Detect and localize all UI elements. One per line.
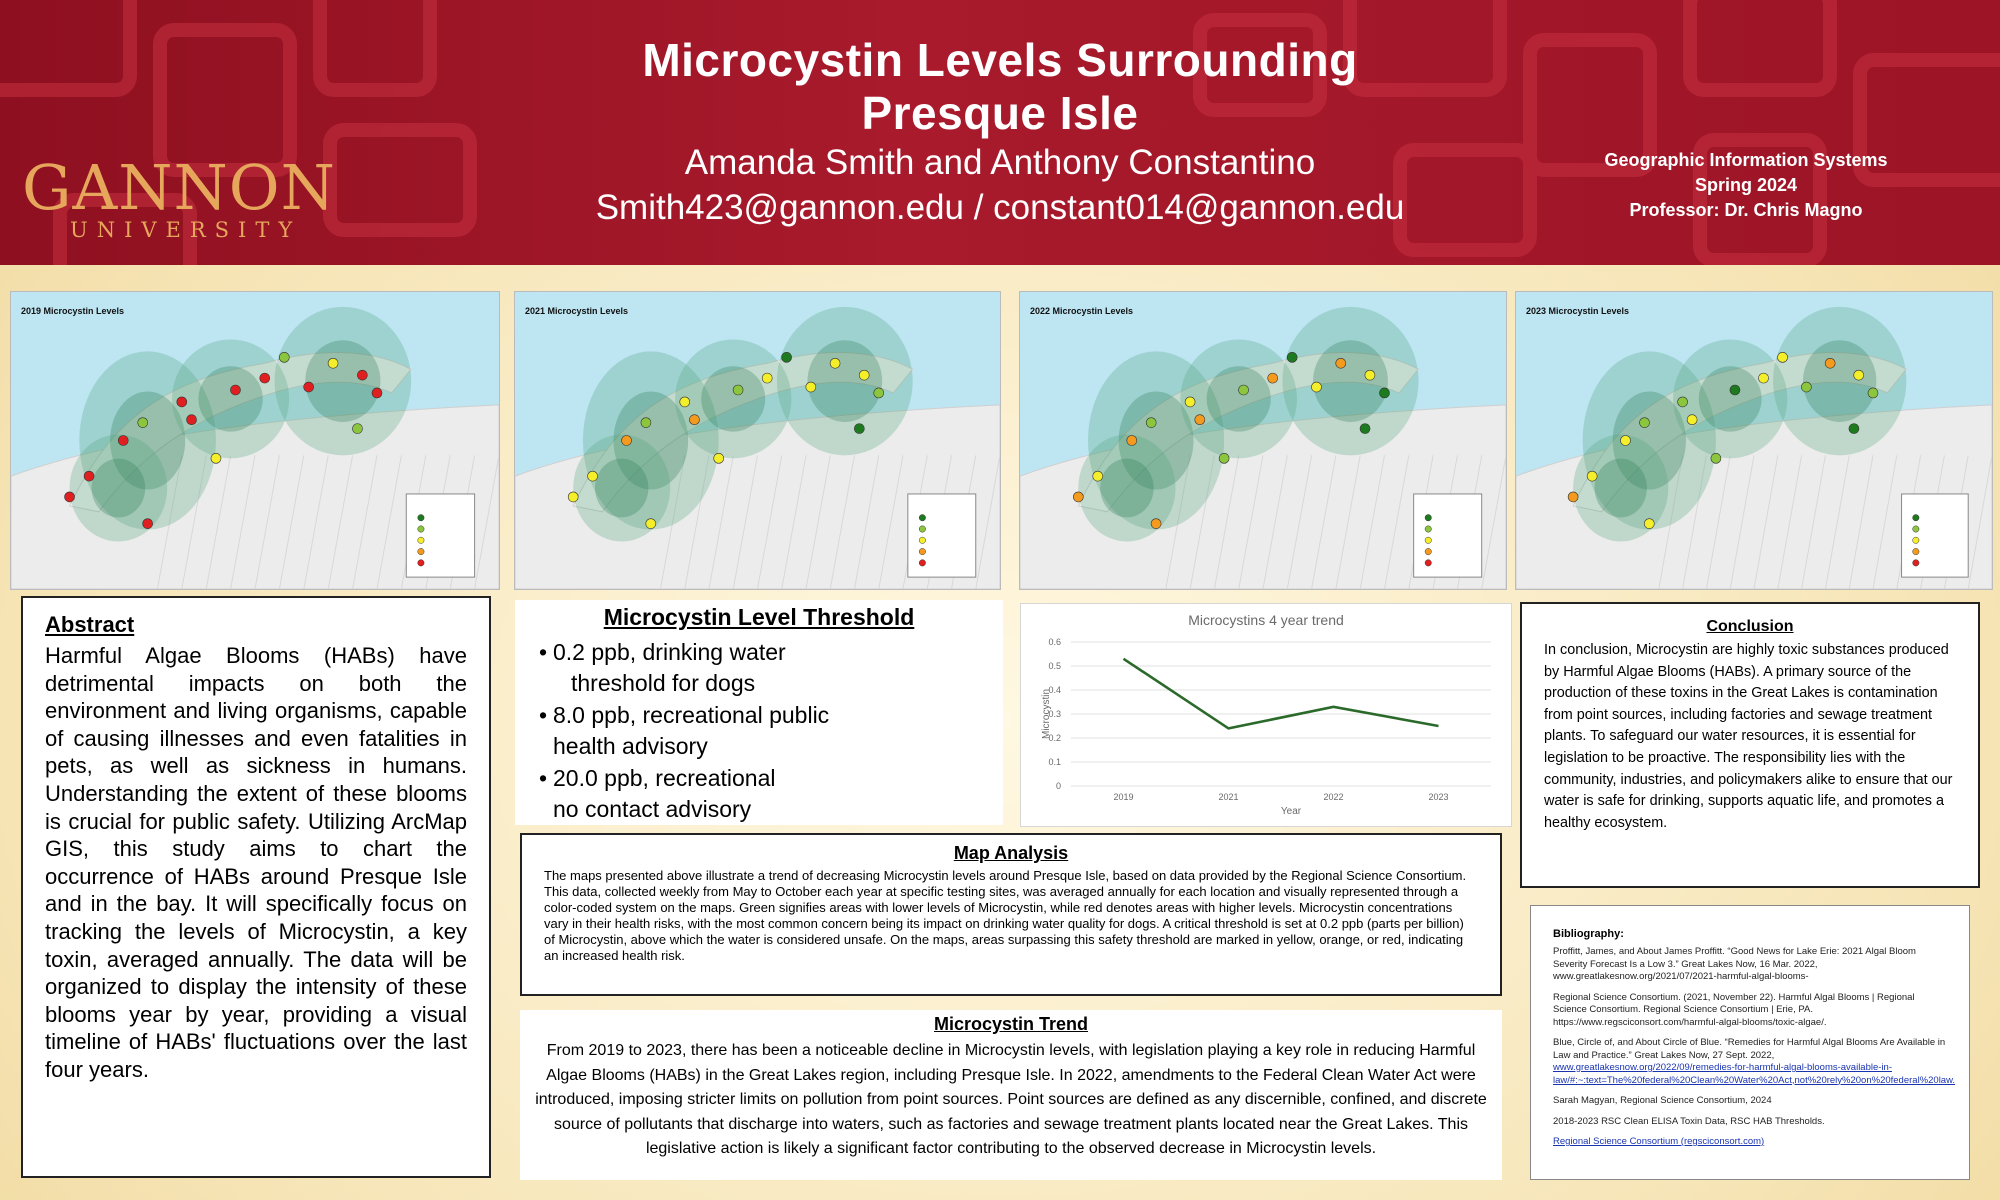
reference-1: Proffitt, James, and About James Proffitt. “Good News for Lake Erie: 2021 Algal Bloom Severity Forecast Is a Low 3.” Great Lakes Now, 16 Mar. 2022, www.greatlakesnow.org/2021/07/2021-harmful-algal-blooms- <box>1553 946 1916 982</box>
legend-swatch <box>1425 526 1431 532</box>
threshold-item-1-line-1: • 0.2 ppb, drinking water <box>553 639 786 665</box>
sampling-site-marker <box>304 382 314 392</box>
microcystin-trend-panel <box>520 1010 1502 1180</box>
y-tick-label: 0.3 <box>1048 709 1061 719</box>
sampling-site-marker <box>1778 352 1788 362</box>
legend-swatch <box>919 548 925 554</box>
legend-swatch <box>1425 537 1431 543</box>
course-term: Spring 2024 <box>1694 175 1798 195</box>
sampling-site-marker <box>1185 397 1195 407</box>
sampling-site-marker <box>1587 471 1597 481</box>
conclusion-panel <box>1520 602 1980 888</box>
y-tick-label: 0.4 <box>1048 685 1061 695</box>
map-analysis-panel <box>520 833 1502 996</box>
sampling-site-marker <box>1644 519 1654 529</box>
author-emails: Smith423@gannon.edu / constant014@gannon.edu <box>595 188 1405 227</box>
sampling-site-marker <box>118 436 128 446</box>
concentration-core <box>1803 340 1876 422</box>
sampling-site-marker <box>806 382 816 392</box>
threshold-list <box>515 637 1003 825</box>
logo-name: GANNON <box>22 151 336 224</box>
threshold-item <box>553 700 1003 762</box>
reference-2: Regional Science Consortium. (2021, November 22). Harmful Algal Blooms | Regional Science Consortium. Regional Science Consortium | Erie, PA. https://www.regsciconsort.com/harmful-algal-blooms/toxic-algae/. <box>1553 991 1915 1028</box>
x-tick-label: 2023 <box>1428 792 1449 802</box>
map-2021-title: 2021 Microcystin Levels <box>525 306 629 316</box>
sampling-site-marker <box>1336 358 1346 368</box>
sampling-site-marker <box>187 415 197 425</box>
sampling-site-marker <box>1151 519 1161 529</box>
reference-3 <box>1553 1037 1956 1087</box>
map-legend <box>406 494 474 577</box>
sampling-site-marker <box>874 388 884 398</box>
legend-swatch <box>1913 560 1919 566</box>
sampling-site-marker <box>859 370 869 380</box>
reference-5: 2018-2023 RSC Clean ELISA Toxin Data, RSC HAB Thresholds. <box>1553 1115 1825 1127</box>
map-legend <box>908 494 976 577</box>
legend-swatch <box>919 560 925 566</box>
legend-swatch <box>418 548 424 554</box>
sampling-site-marker <box>1568 492 1578 502</box>
chart-ylabel: Microcystin <box>1041 688 1052 740</box>
sampling-site-marker <box>1380 388 1390 398</box>
sampling-site-marker <box>854 424 864 434</box>
x-tick-label: 2019 <box>1113 792 1134 802</box>
map-legend <box>1414 494 1482 577</box>
legend-swatch <box>418 526 424 532</box>
authors: Amanda Smith and Anthony Constantino <box>684 143 1316 182</box>
trend-chart <box>1021 604 1511 826</box>
chart-title: Microcystins 4 year trend <box>1188 612 1344 628</box>
concentration-core <box>1699 366 1762 431</box>
sampling-site-marker <box>279 352 289 362</box>
map-2023-graphic <box>1516 292 1992 589</box>
legend-swatch <box>1913 548 1919 554</box>
concentration-core <box>1100 459 1153 518</box>
legend-swatch <box>418 537 424 543</box>
map-2022 <box>1019 291 1507 590</box>
university-logo <box>22 151 336 242</box>
concentration-core <box>305 340 380 422</box>
sampling-site-marker <box>782 352 792 362</box>
sampling-site-marker <box>143 519 153 529</box>
sampling-site-marker <box>372 388 382 398</box>
abstract-heading: Abstract <box>45 612 135 637</box>
sampling-site-marker <box>1678 397 1688 407</box>
reference-3-text: Blue, Circle of, and About Circle of Blue. “Remedies for Harmful Algal Blooms Are Available in Law and Practice.” Great Lakes Now, 27 Sept. 2022, <box>1553 1037 1946 1061</box>
conclusion-heading: Conclusion <box>1706 618 1794 635</box>
reference-6-link[interactable]: Regional Science Consortium (regsciconsort.com) <box>1553 1136 1765 1147</box>
threshold-heading: Microcystin Level Threshold <box>603 604 915 630</box>
sampling-site-marker <box>1868 388 1878 398</box>
chart-xlabel: Year <box>1280 806 1302 817</box>
poster-header <box>0 0 2000 265</box>
reference-3-link[interactable]: www.greatlakesnow.org/2022/09/remedies-for-harmful-algal-blooms-available-in-law/#:~:text=The%20federal%20Clean%20Water%20Act,not%20rely%20on%20federal%20law. <box>1553 1062 1956 1086</box>
logo-sub: UNIVERSITY <box>70 218 302 242</box>
sampling-site-marker <box>1127 436 1137 446</box>
reference-4: Sarah Magyan, Regional Science Consortium, 2024 <box>1553 1095 1772 1106</box>
sampling-site-marker <box>1825 358 1835 368</box>
poster-title <box>0 34 2000 140</box>
legend-swatch <box>919 537 925 543</box>
threshold-item-2-line-2: health advisory <box>553 733 708 759</box>
legend-swatch <box>1913 526 1919 532</box>
sampling-site-marker <box>1687 415 1697 425</box>
sampling-site-marker <box>1195 415 1205 425</box>
sampling-site-marker <box>588 471 598 481</box>
sampling-site-marker <box>1146 418 1156 428</box>
bibliography-panel <box>1530 905 1970 1180</box>
threshold-panel <box>515 600 1003 825</box>
sampling-site-marker <box>1365 370 1375 380</box>
threshold-item-3-line-1: • 20.0 ppb, recreational <box>553 765 776 791</box>
legend-swatch <box>1425 515 1431 521</box>
map-2021-graphic <box>515 292 1000 589</box>
sampling-site-marker <box>733 385 743 395</box>
x-tick-label: 2021 <box>1218 792 1239 802</box>
analysis-heading: Map Analysis <box>953 843 1069 863</box>
sampling-site-marker <box>1093 471 1103 481</box>
legend-swatch <box>1913 537 1919 543</box>
y-tick-label: 0.6 <box>1048 637 1061 647</box>
sampling-site-marker <box>762 373 772 383</box>
sampling-site-marker <box>352 424 362 434</box>
sampling-site-marker <box>1801 382 1811 392</box>
sampling-site-marker <box>830 358 840 368</box>
map-2019-graphic <box>11 292 499 589</box>
map-2019-title: 2019 Microcystin Levels <box>21 306 125 316</box>
title-line-2: Presque Isle <box>861 87 1139 139</box>
concentration-core <box>595 459 648 518</box>
course-professor: Professor: Dr. Chris Magno <box>1629 200 1863 220</box>
sampling-site-marker <box>328 358 338 368</box>
threshold-item <box>553 763 1003 825</box>
threshold-item <box>553 637 1003 699</box>
sampling-site-marker <box>177 397 187 407</box>
sampling-site-marker <box>1711 453 1721 463</box>
threshold-item-1-line-2: threshold for dogs <box>571 670 756 696</box>
map-2019 <box>10 291 500 590</box>
sampling-site-marker <box>1759 373 1769 383</box>
sampling-site-marker <box>65 492 75 502</box>
sampling-site-marker <box>622 436 632 446</box>
sampling-site-marker <box>1311 382 1321 392</box>
map-2022-title: 2022 Microcystin Levels <box>1030 306 1134 316</box>
concentration-core <box>807 340 882 422</box>
trend-heading: Microcystin Trend <box>933 1014 1089 1034</box>
legend-swatch <box>1425 548 1431 554</box>
concentration-core <box>1595 459 1647 518</box>
bibliography-heading: Bibliography: <box>1553 928 1624 940</box>
sampling-site-marker <box>689 415 699 425</box>
series-line <box>1124 659 1439 729</box>
sampling-site-marker <box>260 373 270 383</box>
analysis-body: The maps presented above illustrate a trend of decreasing Microcystin levels around Presque Isle, based on data provided by the Regional Science Consortium. This data, collected weekly from May to October each year at specific testing sites, was averaged annually for each location and visually represented through a color-coded system on the maps. Green signifies areas with lower levels of Microcystin, while red denotes areas with higher levels. Microcystin concentrations vary in their health risks, with the most common concern being its impact on drinking water quality for dogs. A critical threshold is set at 0.2 ppb (parts per billion) of Microcystin, above which the water is considered unsafe. On the maps, areas surpassing this safety threshold are marked in yellow, orange, or red, indicating an increased health risk. <box>544 868 1467 963</box>
abstract-panel <box>21 596 491 1178</box>
trend-chart-panel <box>1020 603 1512 827</box>
y-tick-label: 0 <box>1055 781 1061 791</box>
x-tick-label: 2022 <box>1323 792 1344 802</box>
concentration-core <box>198 366 262 431</box>
legend-swatch <box>1425 560 1431 566</box>
sampling-site-marker <box>1854 370 1864 380</box>
course-info <box>1566 148 1926 223</box>
sampling-site-marker <box>1640 418 1650 428</box>
sampling-site-marker <box>680 397 690 407</box>
sampling-site-marker <box>84 471 94 481</box>
course-name: Geographic Information Systems <box>1604 150 1888 170</box>
sampling-site-marker <box>1360 424 1370 434</box>
title-line-1: Microcystin Levels Surrounding <box>642 34 1358 86</box>
sampling-site-marker <box>1239 385 1249 395</box>
threshold-item-3-line-2: no contact advisory <box>553 796 752 822</box>
sampling-site-marker <box>1730 385 1740 395</box>
threshold-item-2-line-1: • 8.0 ppb, recreational public <box>553 702 830 728</box>
map-legend <box>1902 494 1969 577</box>
sampling-site-marker <box>641 418 651 428</box>
legend-swatch <box>919 515 925 521</box>
sampling-site-marker <box>357 370 367 380</box>
sampling-site-marker <box>138 418 148 428</box>
sampling-site-marker <box>714 453 724 463</box>
sampling-site-marker <box>1073 492 1083 502</box>
abstract-body: Harmful Algae Blooms (HABs) have detrimental impacts on both the environment and living organisms, capable of causing illnesses and even fatalities in pets, as well as sickness in humans. Understanding the extent of these blooms is crucial for public safety. Utilizing ArcMap GIS, this study aims to chart the occurrence of HABs around Presque Isle and in the bay. It will specifically focus on tracking the levels of Microcystin, a key toxin, averaged annually. The data will be organized to display the intensity of these blooms year by year, providing a visual timeline of HABs' fluctuations over the last four years. <box>45 643 467 1082</box>
sampling-site-marker <box>211 453 221 463</box>
map-2022-graphic <box>1020 292 1506 589</box>
sampling-site-marker <box>1219 453 1229 463</box>
conclusion-body: In conclusion, Microcystin are highly toxic substances produced by Harmful Algae Blooms (HABs). A primary source of the production of these toxins in the Great Lakes is contamination from point sources, including factories and sewage treatment plants. To safeguard our water resources, it is essential for legislation to be proactive. The responsibility lies with the community, industries, and policymakers alike to ensure that our water is safe for drinking, supports aquatic life, and promotes a healthy ecosystem. <box>1544 642 1953 831</box>
legend-swatch <box>418 560 424 566</box>
sampling-site-marker <box>646 519 656 529</box>
sampling-site-marker <box>1849 424 1859 434</box>
concentration-core <box>701 366 765 431</box>
sampling-site-marker <box>1268 373 1278 383</box>
sampling-site-marker <box>568 492 578 502</box>
concentration-core <box>1207 366 1271 431</box>
legend-swatch <box>919 526 925 532</box>
concentration-core <box>92 459 146 518</box>
legend-swatch <box>1913 515 1919 521</box>
trend-body: From 2019 to 2023, there has been a noticeable decline in Microcystin levels, with legislation playing a key role in reducing Harmful Algae Blooms (HABs) in the Great Lakes region, including Presque Isle. In 2022, amendments to the Federal Clean Water Act were introduced, imposing stricter limits on pollution from point sources. Point sources are defined as any discernible, confined, and discrete source of pollutants that discharge into waters, such as factories and sewage treatment plants located near the Great Lakes. This legislative action is likely a significant factor contributing to the observed decrease in Microcystin levels. <box>535 1042 1487 1157</box>
y-tick-label: 0.1 <box>1048 757 1061 767</box>
sampling-site-marker <box>1620 436 1630 446</box>
sampling-site-marker <box>230 385 240 395</box>
map-2021 <box>514 291 1001 590</box>
map-2023-title: 2023 Microcystin Levels <box>1526 306 1630 316</box>
y-tick-label: 0.2 <box>1048 733 1061 743</box>
sampling-site-marker <box>1287 352 1297 362</box>
legend-swatch <box>418 515 424 521</box>
concentration-core <box>1313 340 1388 422</box>
y-tick-label: 0.5 <box>1048 661 1061 671</box>
map-2023 <box>1515 291 1993 590</box>
